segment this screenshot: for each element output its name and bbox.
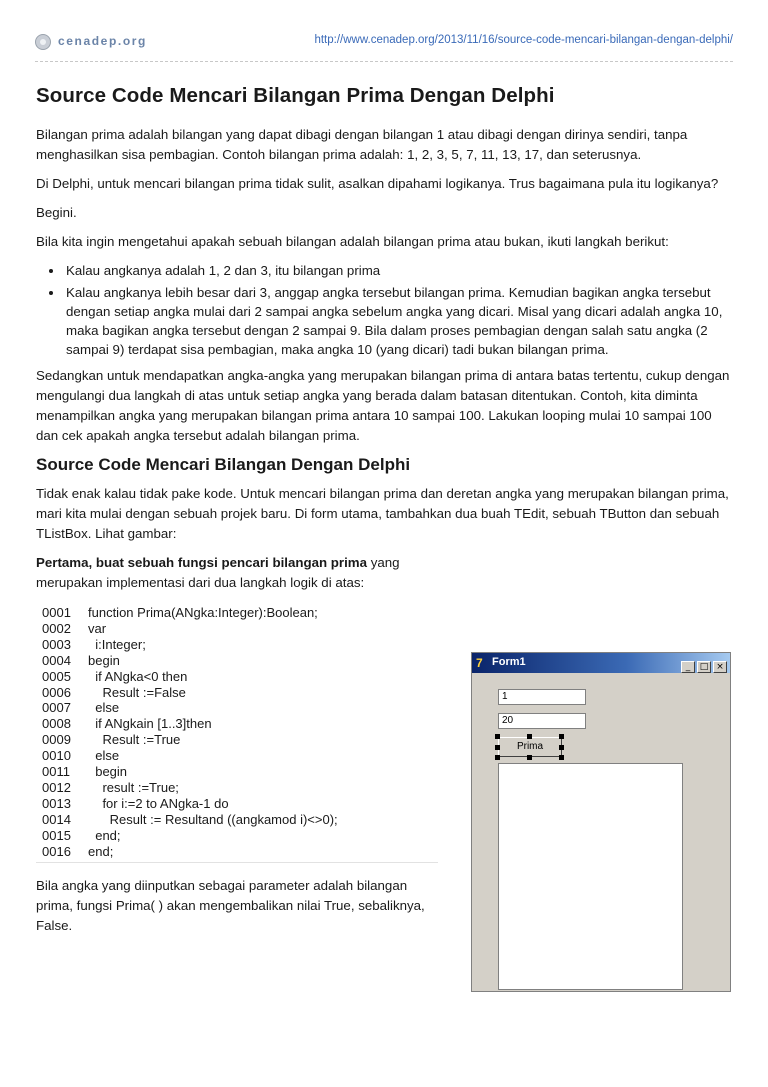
code-line-number: 0007 <box>42 700 71 716</box>
code-line <box>42 828 438 844</box>
code-line <box>42 621 438 637</box>
code-line-number: 0009 <box>42 732 71 748</box>
code-line-number: 0016 <box>42 843 71 859</box>
window-titlebar <box>472 653 730 673</box>
code-line <box>42 700 438 716</box>
code-line <box>42 796 438 812</box>
code-line-number: 0014 <box>42 811 71 827</box>
code-line-number: 0001 <box>42 605 71 620</box>
selection-handle[interactable] <box>559 734 564 739</box>
form-screenshot <box>471 652 731 992</box>
code-line <box>42 669 438 685</box>
site-name[interactable]: cenadep.org <box>58 34 147 48</box>
intro-paragraph: Bila kita ingin mengetahui apakah sebuah bilangan adalah bilangan prima atau bukan, ikuti langkah berikut: <box>36 234 669 249</box>
code-line <box>42 780 438 796</box>
code-line <box>42 605 438 621</box>
selection-handle[interactable] <box>495 734 500 739</box>
code-line-text: if ANgka<0 then <box>88 668 188 684</box>
intro-paragraph: Begini. <box>36 205 77 220</box>
intro-paragraph: Bilangan prima adalah bilangan yang dapat dibagi dengan bilangan 1 atau dibagi dengan dirinya sendiri, tanpa menghasilkan sisa pembagian. Contoh bilangan prima adalah: 1, 2, 3, 5, 7, 11, 13, 17, dan seterusnya. <box>36 127 688 162</box>
step-text: yang merupakan implementasi dari dua langkah logik di atas: <box>36 555 400 590</box>
step-bold-text: Pertama, buat sebuah fungsi pencari bilangan prima <box>36 555 368 570</box>
delphi-app-icon: 7 <box>476 656 483 670</box>
edit2-field[interactable]: 20 <box>498 713 586 729</box>
maximize-icon[interactable]: □ <box>697 661 711 673</box>
prima-button[interactable]: Prima <box>498 737 562 757</box>
source-url[interactable]: http://www.cenadep.org/2013/11/16/source-code-mencari-bilangan-dengan-delphi/ <box>314 34 733 46</box>
code-line-text: else <box>88 748 120 764</box>
code-line-text: function Prima(ANgka:Integer):Boolean; <box>88 605 318 620</box>
code-line <box>42 716 438 732</box>
selection-handle[interactable] <box>559 755 564 760</box>
code-line-text: Result :=False <box>88 684 186 700</box>
code-line-text: begin <box>88 652 120 668</box>
article-title: Source Code Mencari Bilangan Prima Dengan Delphi <box>36 84 555 107</box>
code-line <box>42 812 438 828</box>
site-logo-icon <box>35 34 51 50</box>
code-line <box>42 764 438 780</box>
window-controls <box>679 656 727 674</box>
window-title: Form1 <box>492 656 526 668</box>
code-line-text: var <box>88 620 107 636</box>
code-line-text: end; <box>88 827 121 843</box>
code-line-number: 0005 <box>42 668 71 684</box>
code-line-text: else <box>88 700 120 716</box>
code-line <box>42 653 438 669</box>
code-line-text: i:Integer; <box>88 636 146 652</box>
selection-handle[interactable] <box>527 755 532 760</box>
closing-paragraph: Bila angka yang diinputkan sebagai parameter adalah bilangan prima, fungsi Prima( ) akan mengembalikan nilai True, sebaliknya, False. <box>36 877 425 933</box>
listbox[interactable] <box>498 763 683 990</box>
step-paragraph <box>36 553 438 593</box>
code-line-number: 0015 <box>42 827 71 843</box>
code-line-number: 0010 <box>42 748 71 764</box>
code-line-text: Result := Resultand ((angkamod i)<>0); <box>88 811 338 827</box>
code-block <box>36 605 438 863</box>
body-paragraph: Tidak enak kalau tidak pake kode. Untuk mencari bilangan prima dan deretan angka yang merupakan bilangan prima, mari kita mulai dengan sebuah projek baru. Di form utama, tambahkan dua buah TEdit, sebuah TButton dan sebuah TListBox. Lihat gambar: <box>36 486 729 541</box>
code-line-text: end; <box>88 843 114 859</box>
code-line <box>42 732 438 748</box>
code-line <box>42 844 438 860</box>
intro-paragraph: Sedangkan untuk mendapatkan angka-angka yang merupakan bilangan prima di antara batas tertentu, cukup dengan mengulangi dua langkah di atas untuk setiap angka yang berada dalam batasan ditentukan. Contoh, kita diminta menampilkan angka yang merupakan bilangan prima antara 10 sampai 100. Lakukan looping mulai 10 sampai 100 dan cek apakah angka tersebut adalah bilangan prima. <box>36 368 730 443</box>
selection-handle[interactable] <box>527 734 532 739</box>
code-line-number: 0011 <box>42 764 70 780</box>
header-divider <box>35 61 733 62</box>
page-header <box>35 33 733 55</box>
code-line <box>42 748 438 764</box>
selection-handle[interactable] <box>495 755 500 760</box>
code-line <box>42 685 438 701</box>
code-line-number: 0013 <box>42 795 71 811</box>
code-line-number: 0003 <box>42 636 71 652</box>
code-line-number: 0006 <box>42 684 71 700</box>
selection-handle[interactable] <box>559 745 564 750</box>
code-line-text: begin <box>88 764 128 780</box>
list-item: • Kalau angkanya lebih besar dari 3, anggap angka tersebut bilangan prima. Kemudian bagikan angka tersebut dengan setiap angka mulai dari 2 sampai angka sebelum angka yang dicari. Misal yang dicari adalah angka 10, maka bagikan angka tersebut dengan 2 sampai 9. Bila dalam proses pembagian dengan salah satu angka (2 sampai 9) terdapat sisa pembagian, maka angka 10 (yang dicari) tadi bukan bilangan prima. <box>64 283 736 359</box>
code-line-text: for i:=2 to ANgka-1 do <box>88 795 229 811</box>
code-line-text: Result :=True <box>88 732 181 748</box>
code-line-number: 0004 <box>42 652 71 668</box>
code-line <box>42 637 438 653</box>
code-line-text: result :=True; <box>88 779 179 795</box>
code-column <box>36 553 438 936</box>
code-line-text: if ANgkain [1..3]then <box>88 716 212 732</box>
code-line-number: 0008 <box>42 716 71 732</box>
list-item: • Kalau angkanya adalah 1, 2 dan 3, itu bilangan prima <box>64 261 736 280</box>
minimize-icon[interactable]: _ <box>681 661 695 673</box>
code-line-number: 0002 <box>42 620 71 636</box>
section-title: Source Code Mencari Bilangan Dengan Delphi <box>36 455 411 474</box>
selection-handle[interactable] <box>495 745 500 750</box>
code-line-number: 0012 <box>42 779 71 795</box>
steps-list <box>36 261 736 359</box>
intro-paragraph: Di Delphi, untuk mencari bilangan prima tidak sulit, asalkan dipahami logikanya. Trus bagaimana pula itu logikanya? <box>36 176 719 191</box>
close-icon[interactable]: × <box>713 661 727 673</box>
edit1-field[interactable]: 1 <box>498 689 586 705</box>
